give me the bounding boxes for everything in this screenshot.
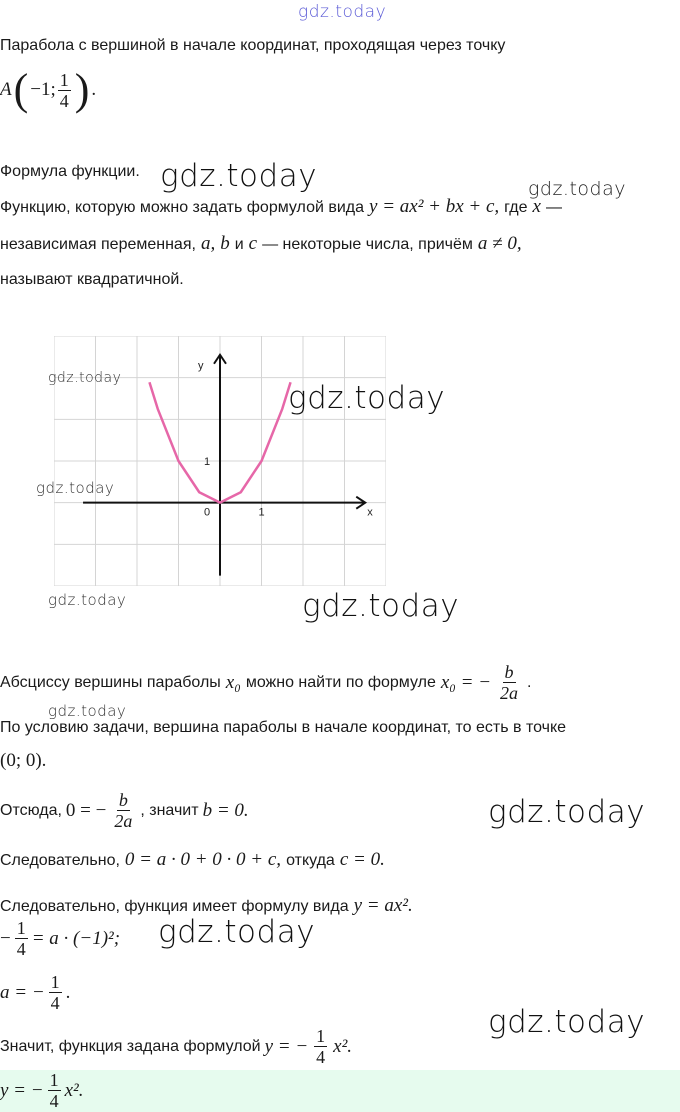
paren-left: ( <box>13 65 29 114</box>
eq1-fraction <box>15 918 28 959</box>
def-var-b: b <box>220 233 230 254</box>
def-var-a: a, <box>200 233 216 254</box>
intro-end: . <box>91 79 97 100</box>
def-and: и <box>234 236 244 253</box>
watermark-top: gdz.today <box>298 2 387 22</box>
paren-right: ) <box>74 65 90 114</box>
definition-line2 <box>0 234 522 255</box>
point-x: −1; <box>30 79 56 100</box>
hence2-part2: откуда <box>286 852 335 869</box>
frac-num: 1 <box>50 972 60 992</box>
frac-num: 1 <box>59 69 69 90</box>
watermark: gdz.today <box>158 914 316 950</box>
vertex-fraction <box>498 662 520 703</box>
watermark: gdz.today <box>36 479 115 497</box>
hence2-part1: Следовательно, <box>0 852 120 869</box>
conclusion-fraction <box>314 1026 327 1067</box>
def-var-c: c <box>248 233 258 254</box>
intro-text: Парабола с вершиной в начале координат, проходящая через точку <box>0 37 506 54</box>
intro-point <box>0 62 96 118</box>
conclusion-rhs: x². <box>333 1035 353 1057</box>
tick-label-x1: 1 <box>258 506 265 519</box>
watermark: gdz.today <box>48 591 127 609</box>
frac-num: b <box>118 790 128 810</box>
frac-den: 4 <box>316 1047 326 1067</box>
frac-den: 4 <box>16 939 26 959</box>
eq2-fraction <box>49 972 62 1013</box>
def-part2: где <box>504 199 528 216</box>
tick-label-origin: 0 <box>204 506 211 519</box>
conclusion-part1: Значит, функция задана формулой <box>0 1037 261 1055</box>
tick-label-y1: 1 <box>204 456 211 468</box>
def-formula: y = ax² + bx + c, <box>369 196 500 217</box>
hence1-part1: Отсюда, <box>0 801 62 819</box>
hence1-line <box>0 790 249 831</box>
condition-line: По условию задачи, вершина параболы в начале координат, то есть в точке <box>0 719 567 736</box>
eq1-line <box>0 918 120 959</box>
hence1-part2: , значит <box>140 801 199 819</box>
point-name: A <box>0 79 12 100</box>
def-cond: a ≠ 0, <box>477 233 522 254</box>
conclusion-lhs: y = − <box>264 1035 309 1057</box>
eq1-rhs: = a · (−1)²; <box>31 927 121 949</box>
vertex-line <box>0 662 531 703</box>
vertex-x0: x₀ <box>225 671 241 693</box>
eq2-lhs: a = − <box>0 981 45 1003</box>
frac-den: 2a <box>500 683 519 703</box>
watermark: gdz.today <box>160 158 318 194</box>
definition-line3: называют квадратичной. <box>0 271 184 288</box>
frac-den: 2a <box>114 811 133 831</box>
conclusion-line <box>0 1026 352 1067</box>
def-part4: — некоторые числа, причём <box>262 236 473 253</box>
frac-num: b <box>504 662 514 682</box>
answer-formula <box>0 1070 83 1111</box>
frac-den: 4 <box>50 993 60 1013</box>
x-axis-label: x <box>367 506 373 519</box>
def-part3: независимая переменная, <box>0 236 196 253</box>
hence3-part1: Следовательно, функция имеет формулу вида <box>0 898 349 915</box>
answer-fraction <box>48 1070 61 1111</box>
hence2-res: c = 0. <box>339 849 385 870</box>
vertex-part1: Абсциссу вершины параболы <box>0 673 221 691</box>
watermark: gdz.today <box>288 380 446 416</box>
hence2-line <box>0 850 385 871</box>
eq1-neg: − <box>0 927 11 949</box>
watermark: gdz.today <box>488 1004 646 1040</box>
frac-den: 4 <box>59 90 69 111</box>
frac-num: 1 <box>316 1026 326 1046</box>
frac-num: 1 <box>16 918 26 938</box>
watermark: gdz.today <box>48 702 127 720</box>
eq2-line <box>0 972 70 1013</box>
formula-heading: Формула функции. <box>0 163 140 180</box>
answer-rhs: x². <box>64 1079 84 1101</box>
def-var-x: x <box>532 196 541 217</box>
watermark: gdz.today <box>302 588 460 624</box>
hence2-expr: 0 = a · 0 + 0 · 0 + c, <box>124 849 282 870</box>
condition-point: (0; 0). <box>0 750 47 771</box>
eq2-end: . <box>65 981 71 1003</box>
hence3-formula: y = ax². <box>353 895 413 916</box>
vertex-end: . <box>527 673 532 691</box>
hence1-res: b = 0. <box>202 799 249 821</box>
hence1-fraction <box>112 790 134 831</box>
watermark: gdz.today <box>528 178 626 200</box>
frac-num: 1 <box>49 1070 59 1090</box>
def-part1: Функцию, которую можно задать формулой вида <box>0 199 365 216</box>
watermark: gdz.today <box>488 794 646 830</box>
vertex-lhs: x₀ = − <box>440 671 492 693</box>
def-dash: — <box>545 199 562 216</box>
answer-lhs: y = − <box>0 1079 44 1101</box>
vertex-part2: можно найти по формуле <box>245 673 436 691</box>
frac-den: 4 <box>49 1091 59 1111</box>
y-axis-label: y <box>198 359 204 372</box>
answer-box <box>0 1070 680 1112</box>
point-y-fraction <box>58 70 71 111</box>
definition-line1 <box>0 197 562 218</box>
hence1-lhs: 0 = − <box>65 799 107 821</box>
watermark: gdz.today <box>48 370 122 386</box>
